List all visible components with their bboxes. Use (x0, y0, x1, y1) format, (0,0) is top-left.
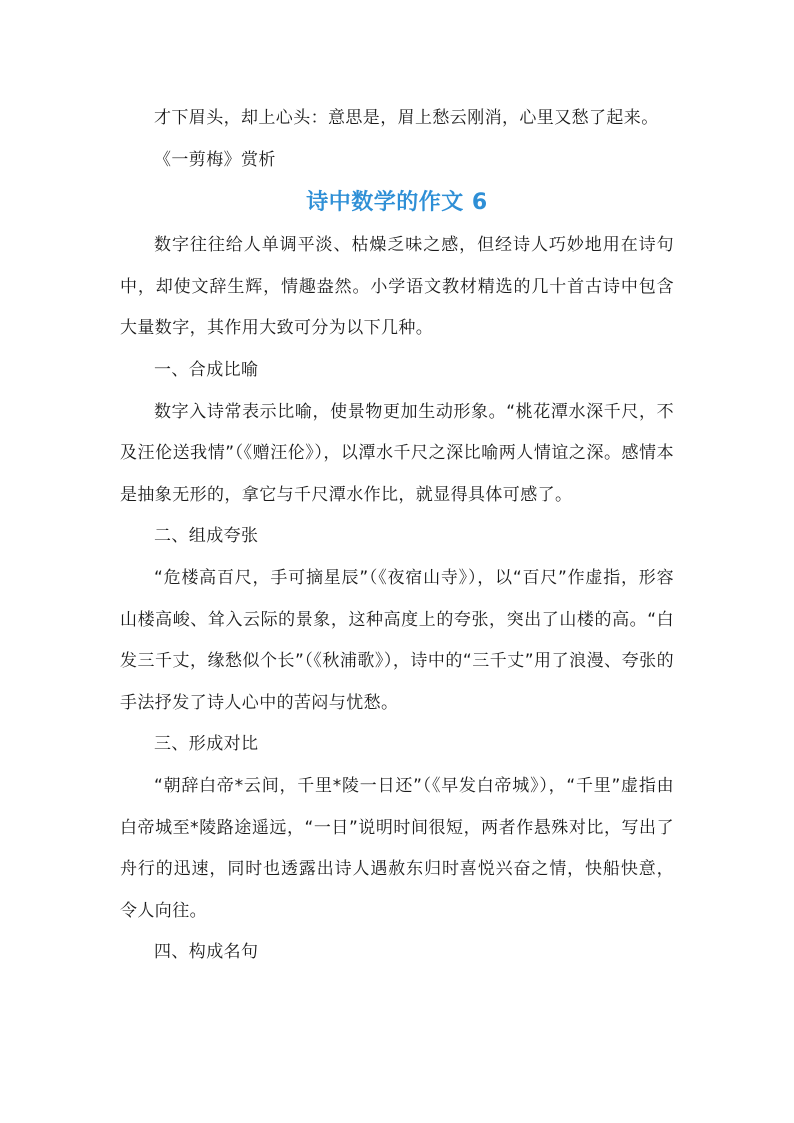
paragraph-intro-line: 才下眉头，却上心头：意思是，眉上愁云刚消，心里又愁了起来。 (154, 108, 659, 128)
paragraph-source-note: 《一剪梅》赏析 (154, 149, 276, 170)
section-heading-exaggeration: 二、组成夸张 (154, 526, 259, 547)
section-heading-contrast: 三、形成对比 (154, 734, 259, 755)
paragraph-contrast: “朝辞白帝*云间，千里*陵一日还”（《早发白帝城》），“千里”虚指由白帝城至*陵路途遥远，“一日”说明时间很短，两者作悬殊对比，写出了舟行的迅速，同时也透露出诗人遇赦东归时喜悦兴奋之情，快船快意，令人向往。 (120, 775, 674, 921)
section-heading-famous-lines: 四、构成名句 (154, 942, 259, 963)
paragraph-exaggeration: “危楼高百尺，手可摘星辰”（《夜宿山寺》），以“百尺”作虚指，形容山楼高峻、耸入云际的景象，这种高度上的夸张，突出了山楼的高。“白发三千丈，缘愁似个长”（《秋浦歌》），诗中的“三千丈”用了浪漫、夸张的手法抒发了诗人心中的苦闷与忧愁。 (120, 567, 674, 713)
paragraph-metaphor: 数字入诗常表示比喻，使景物更加生动形象。“桃花潭水深千尺，不及汪伦送我情”（《赠汪伦》），以潭水千尺之深比喻两人情谊之深。感情本是抽象无形的，拿它与千尺潭水作比，就显得具体可感了。 (120, 401, 674, 505)
section-title: 诗中数学的作文 6 (306, 190, 488, 216)
section-heading-metaphor: 一、合成比喻 (154, 359, 259, 380)
document-body (120, 98, 674, 974)
paragraph-introduction: 数字往往给人单调平淡、枯燥乏味之感，但经诗人巧妙地用在诗句中，却使文辞生辉，情趣盎然。小学语文教材精选的几十首古诗中包含大量数字，其作用大致可分为以下几种。 (120, 235, 674, 339)
